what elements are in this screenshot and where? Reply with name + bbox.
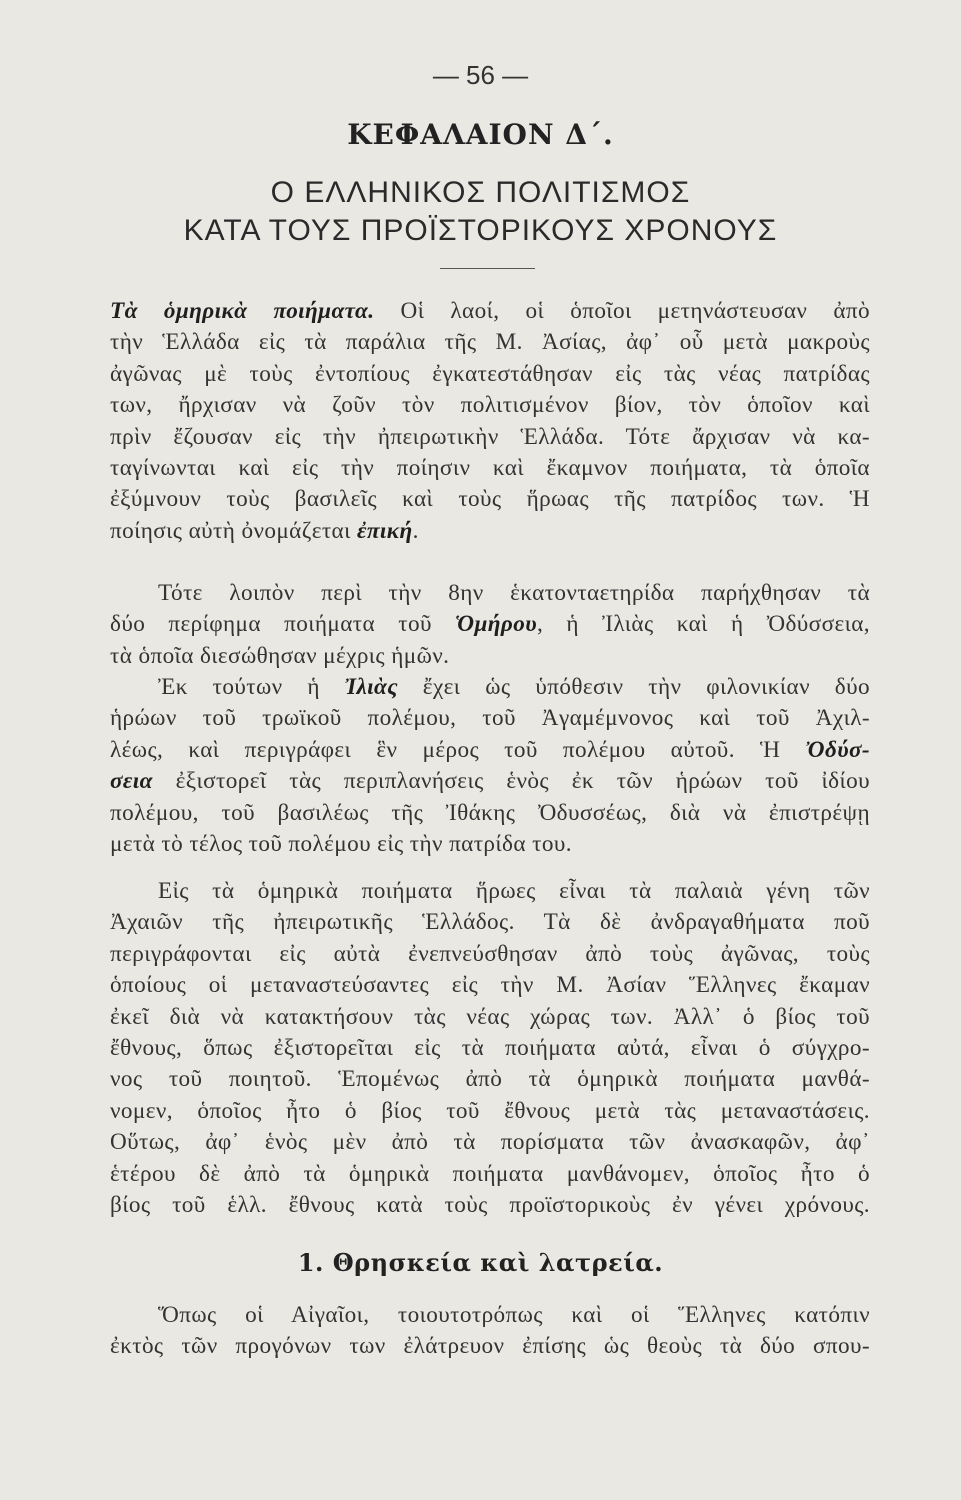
text-line: Εἰς τὰ ὁμηρικὰ ποιήματα ἥρωες εἶναι τὰ παλαιὰ γένη τῶν	[158, 878, 870, 904]
text-line: Ἀχαιῶν τῆς ἠπειρωτικῆς Ἑλλάδος. Τὰ δὲ ἀνδραγαθήματα ποῦ	[110, 909, 870, 936]
text-line: ἡρώων τοῦ τρωϊκοῦ πολέμου, τοῦ Ἀγαμέμνονος καὶ τοῦ Ἀχιλ-	[110, 705, 870, 732]
chapter-title-line-2: ΚΑΤΑ ΤΟΥΣ ΠΡΟΪΣΤΟΡΙΚΟΥΣ ΧΡΟΝΟΥΣ	[183, 214, 778, 247]
text-line: ταγίνωνται καὶ εἰς τὴν ποίησιν καὶ ἔκαμνον ποιήματα, τὰ ὁποῖα	[110, 454, 870, 481]
emphasis: Ὀδύσ-	[805, 736, 870, 763]
text-line: ἑτέρου δὲ ἀπὸ τὰ ὁμηρικὰ ποιήματα μανθάνομεν, ὁποῖος ἦτο ὁ	[110, 1160, 870, 1187]
section-heading: 1. Θρησκεία καὶ λατρεία.	[297, 1248, 664, 1277]
text-line: τὰ ὁποῖα διεσώθησαν μέχρις ἡμῶν.	[110, 642, 450, 669]
text-line: των, ἤρχισαν νὰ ζοῦν τὸν πολιτισμένον βίον, τὸν ὁποῖον καὶ	[110, 392, 870, 419]
text-line: μετὰ τὸ τέλος τοῦ πολέμου εἰς τὴν πατρίδα του.	[110, 830, 572, 857]
text-line: Οὕτως, ἀφ᾽ ἑνὸς μὲν ἀπὸ τὰ πορίσματα τῶν ἀνασκαφῶν, ἀφ᾽	[110, 1129, 870, 1156]
paragraph-heroes	[110, 876, 870, 1221]
text-line: ποίησις αὐτὴ ὀνομάζεται ἐπική.	[110, 517, 419, 544]
text-line: Ἐκ τούτων ἡ Ἰλιὰς ἔχει ὡς ὑπόθεσιν τὴν φιλονικίαν δύο	[158, 674, 870, 700]
text-line: σεια ἐξιστορεῖ τὰς περιπλανήσεις ἑνὸς ἐκ τῶν ἡρώων τοῦ ἰδίου	[110, 768, 870, 795]
text-line: τὴν Ἑλλάδα εἰς τὰ παράλια τῆς Μ. Ἀσίας, ἀφ᾽ οὗ μετὰ μακροὺς	[110, 329, 870, 356]
emphasis: σεια	[110, 768, 153, 795]
paragraph-religion	[110, 1300, 870, 1363]
text-line: ἐξύμνουν τοὺς βασιλεῖς καὶ τοὺς ἥρωας τῆς πατρίδος των. Ἡ	[110, 486, 870, 513]
text-line: ὁποίους οἱ μεταναστεύσαντες εἰς τὴν Μ. Ἀσίαν Ἕλληνες ἔκαμαν	[110, 972, 870, 999]
text-line: λέως, καὶ περιγράφει ἓν μέρος τοῦ πολέμου αὐτοῦ. Ἡ Ὀδύσ-	[110, 736, 870, 763]
paragraph-iliad-odyssey	[110, 578, 870, 672]
title-divider	[440, 268, 535, 269]
text-line: Ὅπως οἱ Αἰγαῖοι, τοιουτοτρόπως καὶ οἱ Ἕλληνες κατόπιν	[158, 1302, 870, 1328]
emphasis: Ὁμήρου	[455, 611, 537, 638]
text-line: ἐκεῖ διὰ νὰ κατακτήσουν τὰς νέας χώρας των. Ἀλλ᾽ ὁ βίος τοῦ	[110, 1003, 870, 1030]
text-line: νος τοῦ ποιητοῦ. Ἑπομένως ἀπὸ τὰ ὁμηρικὰ ποιήματα μανθά-	[110, 1066, 870, 1093]
text-line: ἀγῶνας μὲ τοὺς ἐντοπίους ἐγκατεστάθησαν εἰς τὰς νέας πατρίδας	[110, 360, 870, 387]
text-line: ἐκτὸς τῶν προγόνων των ἐλάτρευον ἐπίσης ὡς θεοὺς τὰ δύο σπου-	[110, 1333, 870, 1360]
text-line: ἔθνους, ὅπως ἐξιστορεῖται εἰς τὰ ποιήματα αὐτά, εἶναι ὁ σύγχρο-	[110, 1034, 870, 1061]
chapter-heading: ΚΕΦΑΛΑΙΟΝ Δ΄.	[347, 118, 614, 151]
text-line: Τὰ ὁμηρικὰ ποιήματα. Οἱ λαοί, οἱ ὁποῖοι μετηνάστευσαν ἀπὸ	[110, 298, 870, 324]
chapter-title-line-1: Ο ΕΛΛΗΝΙΚΟΣ ΠΟΛΙΤΙΣΜΟΣ	[270, 176, 691, 209]
text-line: περιγράφονται εἰς αὐτὰ ἐνεπνεύσθησαν ἀπὸ τοὺς ἀγῶνας, τοὺς	[110, 940, 870, 967]
emphasis: ἐπική	[356, 517, 413, 544]
inline-heading: Τὰ ὁμηρικὰ ποιήματα.	[110, 298, 375, 324]
text-line: πρὶν ἔζουσαν εἰς τὴν ἠπειρωτικὴν Ἑλλάδα. Τότε ἄρχισαν νὰ κα-	[110, 423, 870, 450]
emphasis: Ἰλιὰς	[344, 674, 398, 700]
text-line: δύο περίφημα ποιήματα τοῦ Ὁμήρου, ἡ Ἰλιὰς καὶ ἡ Ὀδύσσεια,	[110, 611, 870, 638]
page-number: — 56 —	[432, 60, 529, 90]
text-line: πολέμου, τοῦ βασιλέως τῆς Ἰθάκης Ὀδυσσέως, διὰ νὰ ἐπιστρέψῃ	[110, 799, 870, 826]
paragraph-iliad-subject	[110, 672, 870, 860]
text-line: Τότε λοιπὸν περὶ τὴν 8ην ἑκατονταετηρίδα παρήχθησαν τὰ	[158, 580, 870, 606]
text-line: βίος τοῦ ἑλλ. ἔθνους κατὰ τοὺς προϊστορικοὺς ἐν γένει χρόνους.	[110, 1191, 870, 1218]
paragraph-homeric-poems	[110, 296, 870, 547]
text-line: νομεν, ὁποῖος ἦτο ὁ βίος τοῦ ἔθνους μετὰ τὰς μεταναστάσεις.	[110, 1097, 870, 1124]
